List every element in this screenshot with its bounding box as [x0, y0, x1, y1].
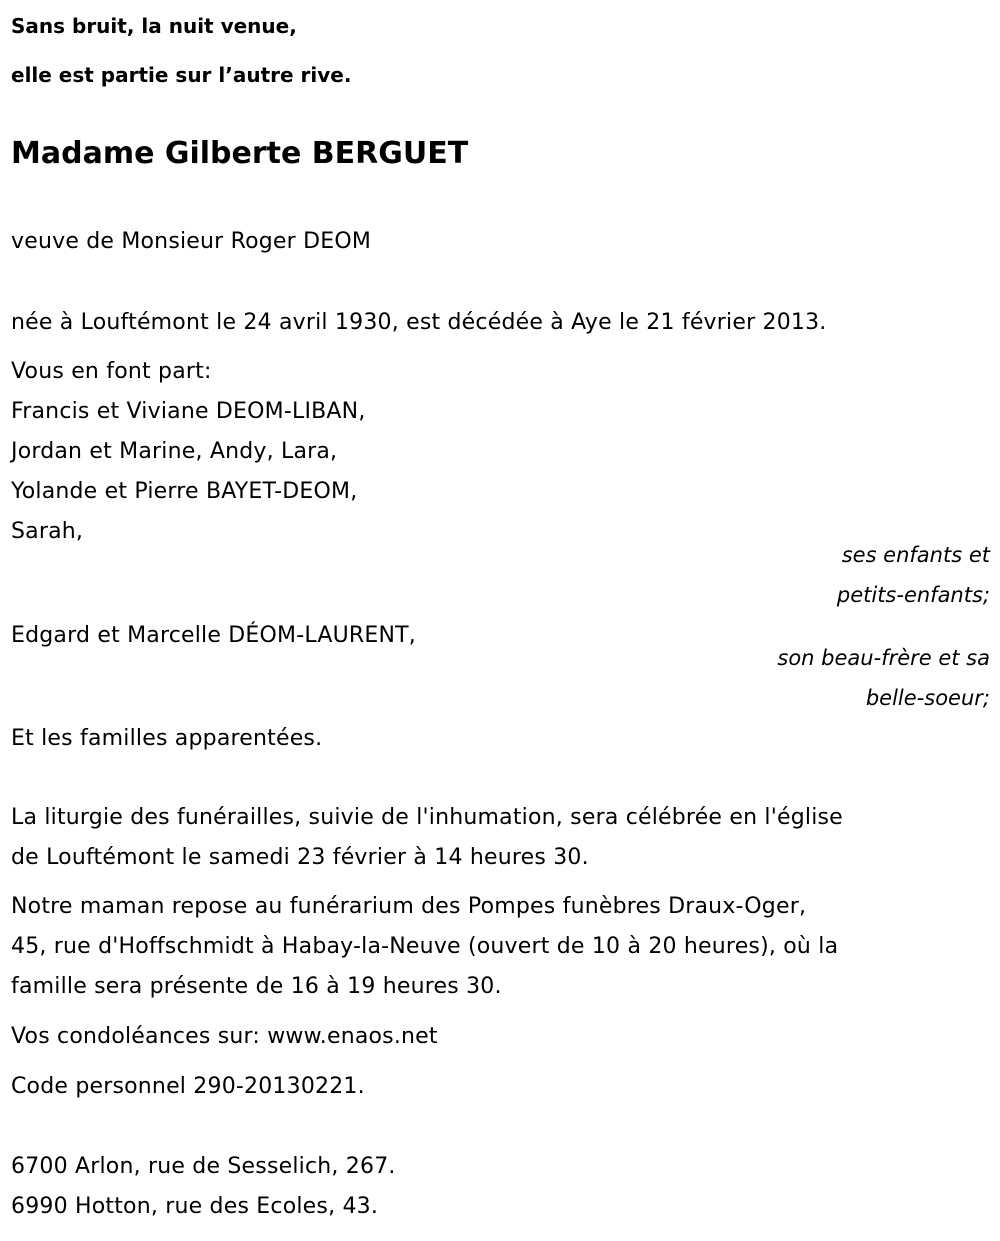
condolences-line: Vos condoléances sur: www.enaos.net: [11, 1024, 438, 1049]
children-role-line-1: ses enfants et: [841, 543, 990, 567]
epigraph-line-1: Sans bruit, la nuit venue,: [11, 14, 297, 38]
deceased-name: Madame Gilberte BERGUET: [11, 136, 469, 171]
in-laws-role-line-2: belle-soeur;: [865, 686, 990, 710]
personal-code-line: Code personnel 290-20130221.: [11, 1074, 365, 1099]
children-line: Francis et Viviane DEOM-LIBAN,: [11, 399, 366, 424]
widow-of-text: veuve de Monsieur Roger DEOM: [11, 229, 372, 254]
children-role-line-2: petits-enfants;: [836, 583, 990, 607]
rest-line-1: Notre maman repose au funérarium des Pompes funèbres Draux-Oger,: [11, 894, 807, 919]
funeral-line-2: de Louftémont le samedi 23 février à 14 heures 30.: [11, 845, 589, 870]
birth-death-text: née à Louftémont le 24 avril 1930, est décédée à Aye le 21 février 2013.: [11, 310, 827, 335]
in-laws-line: Edgard et Marcelle DÉOM-LAURENT,: [11, 623, 416, 648]
address-line: 6990 Hotton, rue des Ecoles, 43.: [11, 1194, 379, 1219]
families-line: Et les familles apparentées.: [11, 726, 323, 751]
children-line: Jordan et Marine, Andy, Lara,: [11, 439, 338, 464]
children-line: Sarah,: [11, 519, 84, 544]
address-line: 6700 Arlon, rue de Sesselich, 267.: [11, 1154, 396, 1179]
children-line: Yolande et Pierre BAYET-DEOM,: [11, 479, 358, 504]
announcement-intro: Vous en font part:: [11, 359, 212, 384]
funeral-line-1: La liturgie des funérailles, suivie de l'inhumation, sera célébrée en l'église: [11, 805, 843, 830]
in-laws-role-line-1: son beau-frère et sa: [777, 646, 990, 670]
rest-line-2: 45, rue d'Hoffschmidt à Habay-la-Neuve (ouvert de 10 à 20 heures), où la: [11, 934, 839, 959]
epigraph-line-2: elle est partie sur l’autre rive.: [11, 63, 352, 87]
rest-line-3: famille sera présente de 16 à 19 heures 30.: [11, 974, 502, 999]
